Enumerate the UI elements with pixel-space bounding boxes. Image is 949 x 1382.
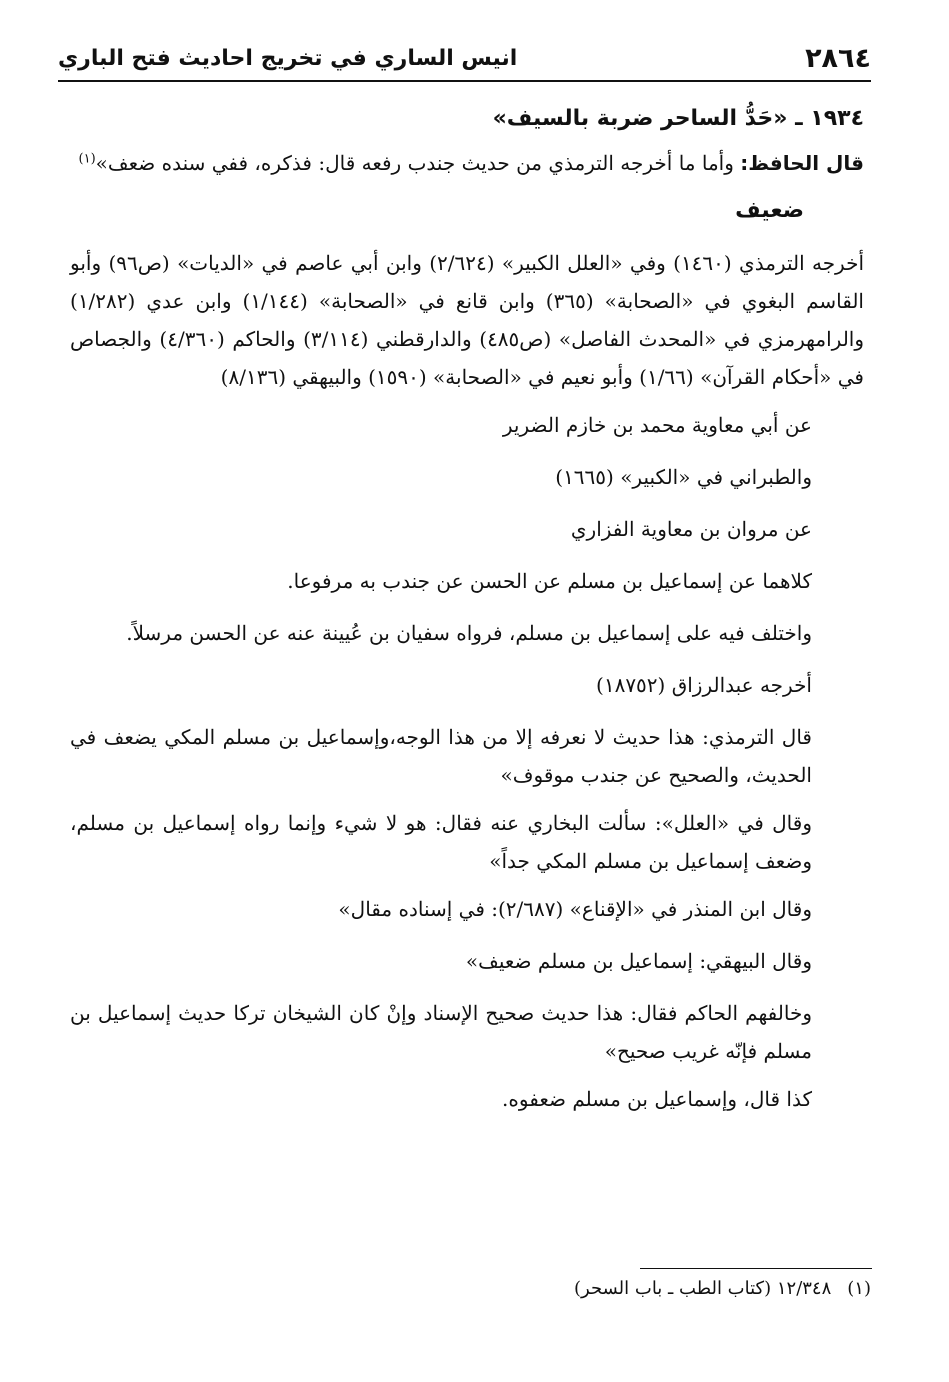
footnote-rule xyxy=(640,1268,872,1269)
chain-line-6: أخرجه عبدالرزاق (١٨٧٥٢) xyxy=(596,673,812,697)
chain-line-2: والطبراني في «الكبير» (١٦٦٥) xyxy=(555,465,812,489)
footnote-number: (١) xyxy=(847,1278,871,1299)
hafiz-text: وأما ما أخرجه الترمذي من حديث جندب رفعه قال: فذكره، ففي سنده ضعف» xyxy=(95,151,741,175)
grade-label: ضعيف xyxy=(735,198,804,223)
footnote-text: ١٢/٣٤٨ (كتاب الطب ـ باب السحر) xyxy=(574,1278,832,1299)
chain-line-4: كلاهما عن إسماعيل بن مسلم عن الحسن عن جندب به مرفوعا. xyxy=(287,569,812,593)
tirmidhi-paragraph: قال الترمذي: هذا حديث لا نعرفه إلا من هذا الوجه،وإسماعيل بن مسلم المكي يضعف في الحديث، والصحيح عن جندب موقوف» xyxy=(70,725,812,787)
takhrij-paragraph: أخرجه الترمذي (١٤٦٠) وفي «العلل الكبير» (٢/٦٢٤) وابن أبي عاصم في «الديات» (ص٩٦) وأبو القاسم البغوي في «الصحابة» (٣٦٥) وابن قانع في «الصحابة» (١/١٤٤) وابن عدي (١/٢٨٢) والرامهرمزي في «المحدث الفاصل» (ص٤٨٥) والدارقطني (٣/١١٤) والحاكم (٤/٣٦٠) والجصاص في «أحكام القرآن» (١/٦٦) وأبو نعيم في «الصحابة» (١٥٩٠) والبيهقي (٨/١٣٦) xyxy=(70,251,865,389)
header-rule xyxy=(58,80,871,82)
chain-line-3: عن مروان بن معاوية الفزاري xyxy=(570,517,812,541)
footnote-ref: (١) xyxy=(78,151,96,167)
book-title: انيس الساري في تخريج احاديث فتح الباري xyxy=(58,45,518,71)
bayhaqi-paragraph: وقال البيهقي: إسماعيل بن مسلم ضعيف» xyxy=(465,949,812,973)
hadith-title: ١٩٣٤ ـ «حَدُّ الساحر ضربة بالسيف» xyxy=(492,106,864,131)
closing-paragraph: كذا قال، وإسماعيل بن مسلم ضعفوه. xyxy=(502,1087,812,1111)
chain-line-5: واختلف فيه على إسماعيل بن مسلم، فرواه سفيان بن عُيينة عنه عن الحسن مرسلاً. xyxy=(126,621,812,645)
running-head xyxy=(58,38,871,78)
hafiz-quote xyxy=(70,144,864,182)
chain-line-1: عن أبي معاوية محمد بن خازم الضرير xyxy=(502,413,812,437)
mundhir-paragraph: وقال ابن المنذر في «الإقناع» (٢/٦٨٧): في إسناده مقال» xyxy=(338,897,812,921)
page-number: ٢٨٦٤ xyxy=(805,42,871,74)
footnote xyxy=(574,1278,871,1299)
main-text xyxy=(70,100,864,1128)
hafiz-lead: قال الحافظ: xyxy=(740,151,864,175)
ilal-paragraph: وقال في «العلل»: سألت البخاري عنه فقال: هو لا شيء وإنما رواه إسماعيل بن مسلم، وضعف إسماعيل بن مسلم المكي جداً» xyxy=(70,811,812,873)
hakim-paragraph: وخالفهم الحاكم فقال: هذا حديث صحيح الإسناد وإنْ كان الشيخان تركا حديث إسماعيل بن مسلم فإنّه غريب صحيح» xyxy=(70,1001,812,1063)
